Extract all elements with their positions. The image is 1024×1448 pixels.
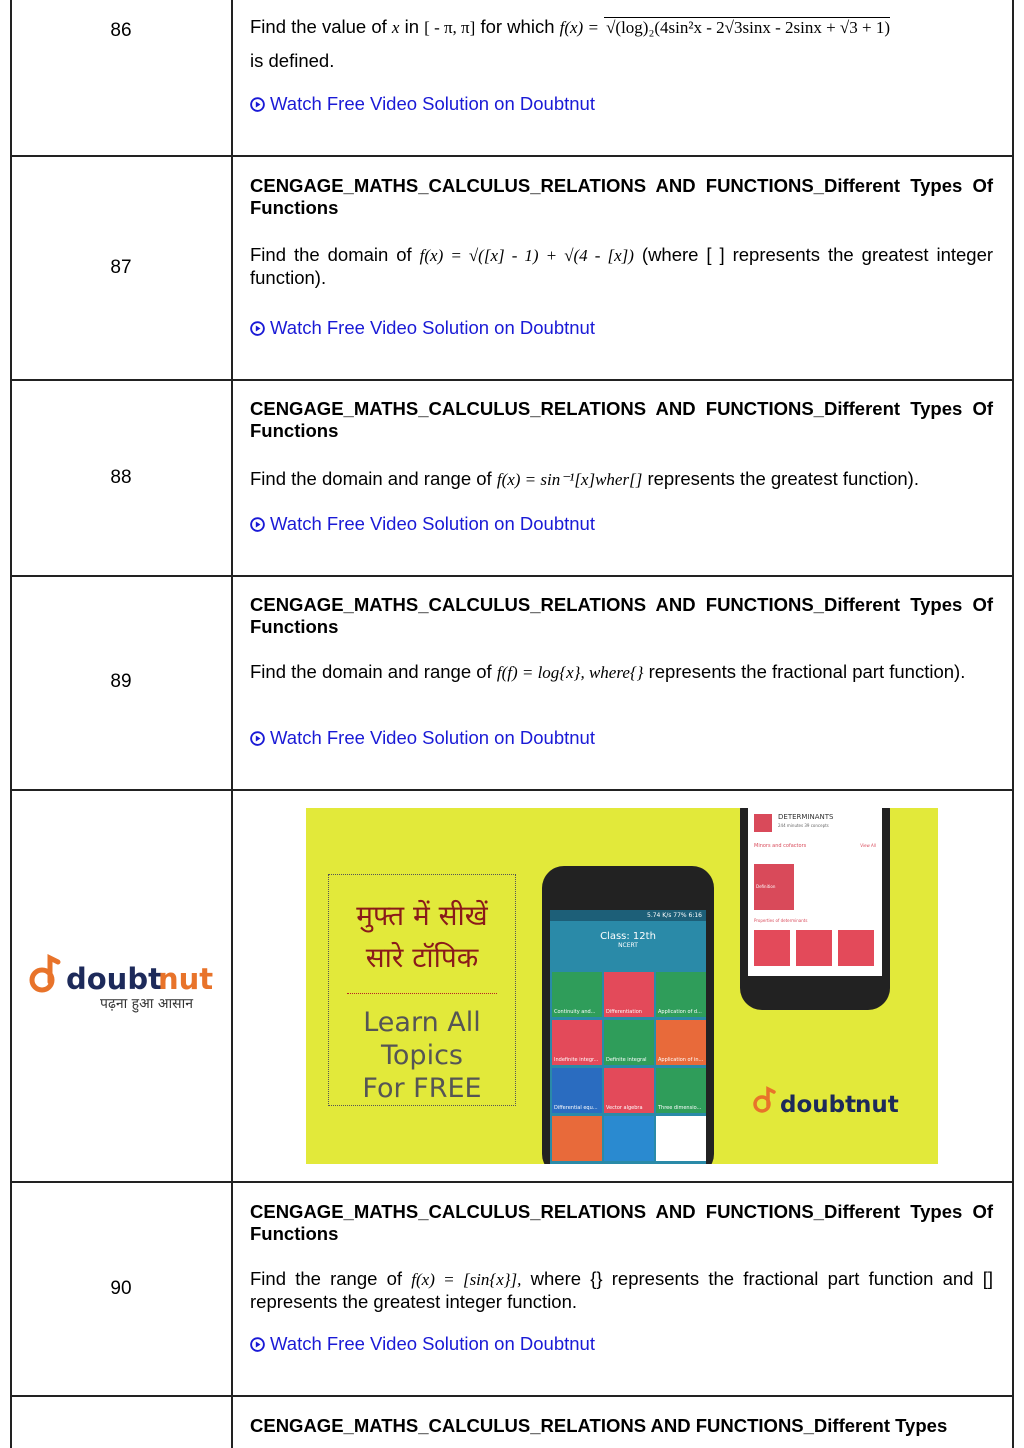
row-divider <box>10 575 1013 577</box>
topic-heading: CENGAGE_MATHS_CALCULUS_RELATIONS AND FUNCTIONS_Different Types Of Functions <box>250 594 993 637</box>
tile-label: Differentiation <box>606 1009 642 1015</box>
tile-label: Indefinite integr... <box>554 1057 599 1063</box>
topic-heading: CENGAGE_MATHS_CALCULUS_RELATIONS AND FUNCTIONS_Different Types Of Functions <box>250 175 993 218</box>
table-left-border <box>10 0 12 1448</box>
table-column-divider <box>231 0 233 1448</box>
question-text-part: where {} represents the fractional part function and [] represents the greatest integer function. <box>250 1268 993 1312</box>
hindi-line-1: मुफ्त में सीखें <box>356 899 488 932</box>
topic-tile <box>604 972 654 1017</box>
question-text-part: Find the range of <box>250 1268 403 1289</box>
watch-video-link[interactable] <box>250 727 595 749</box>
property-card <box>796 930 832 966</box>
question-text-end: is defined. <box>250 50 335 71</box>
definition-card-label: Definition <box>756 884 776 889</box>
question-90 <box>250 1201 993 1313</box>
tile-label: Vector algebra <box>606 1105 643 1111</box>
promo-text-box <box>328 874 516 1106</box>
determinants-section-1: Minors and cofactors <box>754 843 807 849</box>
question-text <box>250 16 993 39</box>
watch-video-link[interactable] <box>250 93 595 115</box>
doubtnut-brand-mark <box>752 1082 912 1122</box>
math-radicand: (log)₂(4sin²x - 2√3sinx - 2sinx + √3 + 1) <box>615 18 890 37</box>
question-88 <box>250 398 993 491</box>
logo-tagline: पढ़ना हुआ आसान <box>100 996 194 1012</box>
question-86 <box>250 16 993 72</box>
row-divider <box>10 1181 1013 1183</box>
learn-line-2: Topics <box>381 1040 463 1071</box>
determinants-title: DETERMINANTS <box>778 813 834 821</box>
math-function: f(x) = <box>559 18 599 37</box>
topic-tile <box>552 1020 602 1065</box>
tile-label: Differential equ... <box>554 1105 598 1111</box>
logo-text-doubt: doubt <box>66 962 162 996</box>
determinants-icon <box>754 814 772 832</box>
row-divider <box>10 155 1013 157</box>
row-divider <box>10 1395 1013 1397</box>
logo-text-nut: nut <box>158 962 214 996</box>
math-expression: f(x) = [sin{x}], <box>411 1270 522 1289</box>
play-circle-icon <box>250 321 265 336</box>
watch-video-label: Watch Free Video Solution on Doubtnut <box>270 727 595 748</box>
question-number: 90 <box>110 1278 132 1299</box>
topic-heading: CENGAGE_MATHS_CALCULUS_RELATIONS AND FUNCTIONS_Different Types <box>250 1415 948 1436</box>
row-divider <box>10 379 1013 381</box>
hindi-line-2: सारे टॉपिक <box>365 941 479 974</box>
question-text-part: in <box>404 16 420 37</box>
question-text-part: Find the domain and range of <box>250 468 492 489</box>
watch-video-label: Watch Free Video Solution on Doubtnut <box>270 513 595 534</box>
question-text-part: (where [ ] represents the greatest integer function). <box>250 244 994 288</box>
tile-label: Application of in... <box>658 1057 704 1063</box>
watch-video-label: Watch Free Video Solution on Doubtnut <box>270 1333 595 1354</box>
question-text <box>250 468 993 491</box>
phone-back <box>740 808 890 1010</box>
question-text-part: Find the domain of <box>250 244 412 265</box>
view-all-link: View All <box>860 843 876 848</box>
property-card <box>838 930 874 966</box>
determinants-subtitle: 244 minutes 39 concepts <box>778 823 829 828</box>
watch-video-link[interactable] <box>250 1333 595 1355</box>
play-circle-icon <box>250 517 265 532</box>
question-number: 86 <box>110 20 132 41</box>
learn-line-3: For FREE <box>362 1073 482 1104</box>
topic-tile <box>604 1020 654 1065</box>
topic-tile <box>656 972 706 1017</box>
topic-tile <box>656 1068 706 1113</box>
question-text-part: represents the greatest function). <box>647 468 919 489</box>
topic-tile <box>656 1020 706 1065</box>
phone-class-label: Class: 12th <box>600 931 656 942</box>
topic-tile <box>552 1068 602 1113</box>
topic-tile <box>552 1116 602 1161</box>
phone-board-label: NCERT <box>618 942 638 949</box>
phone-status-bar: 5.74 K/s 77% 6:16 <box>550 910 706 921</box>
question-text <box>250 1268 993 1313</box>
question-text <box>250 244 993 289</box>
math-expression: f(f) = log{x}, where{} <box>496 663 644 682</box>
watch-video-link[interactable] <box>250 513 595 535</box>
promo-banner[interactable] <box>306 808 938 1164</box>
topic-tile <box>604 1068 654 1113</box>
math-expression: f(x) = sin⁻¹[x]wher[] <box>496 470 643 489</box>
topic-tile <box>552 972 602 1017</box>
question-91-partial <box>250 1415 993 1437</box>
tile-label: Definite integral <box>606 1057 647 1063</box>
learn-line-1: Learn All <box>363 1007 481 1038</box>
question-text-part: Find the domain and range of <box>250 661 492 682</box>
topic-tile <box>656 1116 706 1161</box>
question-number: 87 <box>110 257 132 278</box>
property-card <box>754 930 790 966</box>
doubtnut-logo[interactable] <box>28 950 218 1020</box>
question-89 <box>250 594 993 684</box>
row-divider <box>10 789 1013 791</box>
question-text-part: represents the fractional part function). <box>648 661 966 682</box>
tile-label: Application of d... <box>658 1009 702 1015</box>
question-number: 89 <box>110 671 132 692</box>
watch-video-link[interactable] <box>250 317 595 339</box>
play-circle-icon <box>250 97 265 112</box>
tile-label: Continuity and... <box>554 1009 596 1015</box>
play-circle-icon <box>250 1337 265 1352</box>
math-radical: √(log)₂(4sin²x - 2√3sinx - 2sinx + √3 + 1) <box>606 18 890 37</box>
definition-card <box>754 864 794 910</box>
determinants-section-2: Properties of determinants <box>754 918 808 923</box>
phone-front <box>542 866 714 1164</box>
topic-tile <box>604 1116 654 1161</box>
watch-video-label: Watch Free Video Solution on Doubtnut <box>270 93 595 114</box>
math-variable: x <box>391 18 400 37</box>
topic-heading: CENGAGE_MATHS_CALCULUS_RELATIONS AND FUNCTIONS_Different Types Of Functions <box>250 1201 993 1244</box>
question-text-part: Find the value of <box>250 16 387 37</box>
dotted-divider <box>347 993 497 994</box>
question-text-part: for which <box>480 16 555 37</box>
phone-back-screen <box>748 808 882 976</box>
tile-label: Three dimensio... <box>658 1105 702 1111</box>
watch-video-label: Watch Free Video Solution on Doubtnut <box>270 317 595 338</box>
brand-text-nut: nut <box>855 1092 899 1118</box>
brand-text-doubt: doubt <box>780 1092 857 1118</box>
math-interval: [ - π, π] <box>424 18 476 37</box>
question-number: 88 <box>110 467 132 488</box>
play-circle-icon <box>250 731 265 746</box>
math-expression: f(x) = √([x] - 1) + √(4 - [x]) <box>419 246 634 265</box>
topic-heading: CENGAGE_MATHS_CALCULUS_RELATIONS AND FUNCTIONS_Different Types Of Functions <box>250 398 993 441</box>
question-text <box>250 661 993 684</box>
phone-front-screen <box>550 910 706 1164</box>
table-right-border <box>1012 0 1014 1448</box>
question-87 <box>250 175 993 289</box>
